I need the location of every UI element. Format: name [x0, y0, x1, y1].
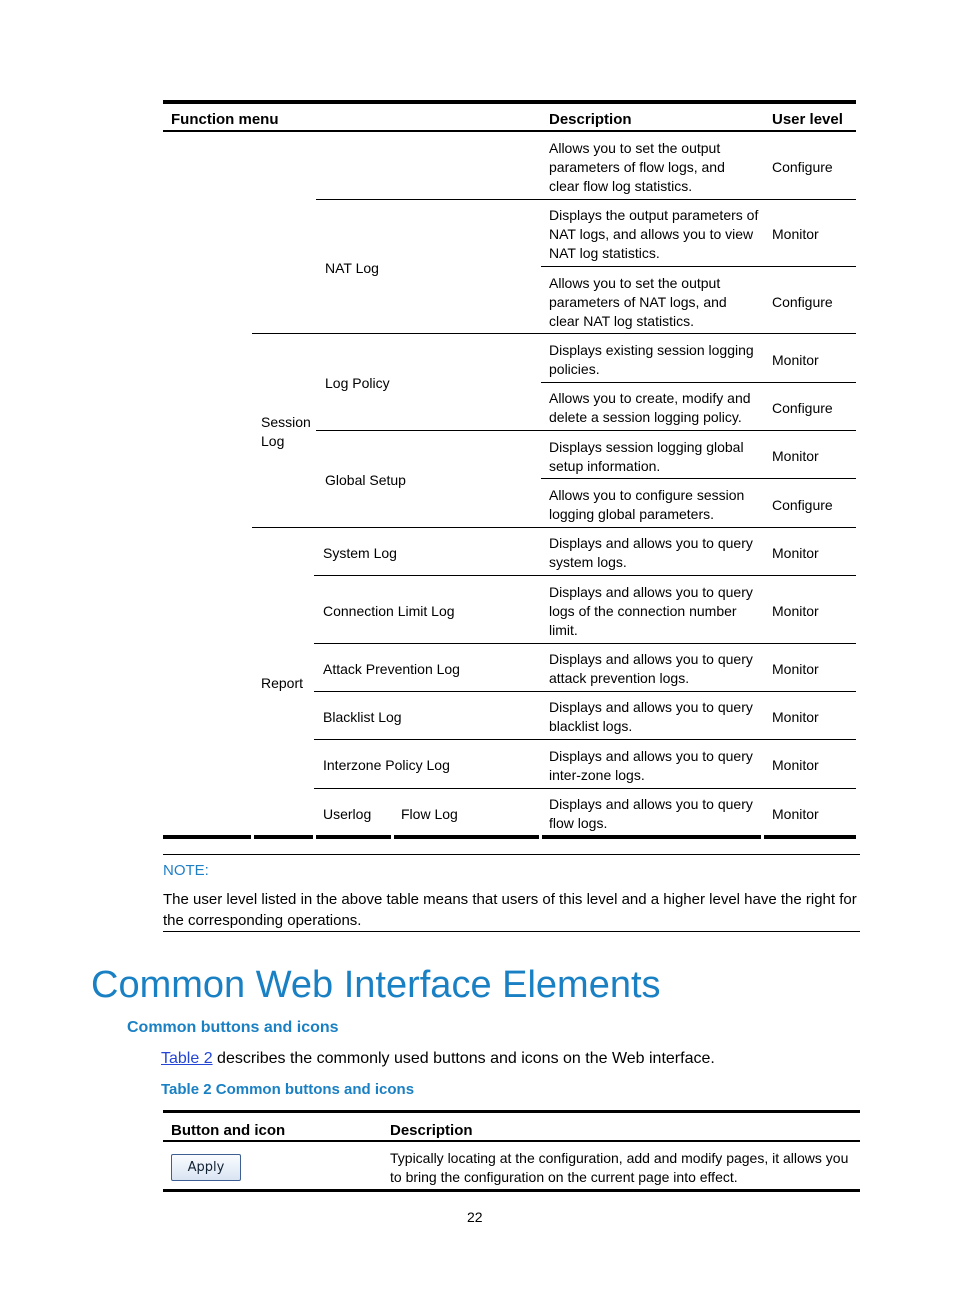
row-rule: [314, 691, 856, 692]
note-label: NOTE:: [163, 862, 209, 879]
row-5-desc: Allows you to create, modify and delete a session logging policy.: [549, 390, 751, 425]
row-3-desc: Allows you to set the output parameters of NAT logs, and clear NAT log statistics.: [549, 275, 727, 329]
note-top-rule: [163, 854, 860, 855]
table-2-link[interactable]: Table 2: [161, 1050, 213, 1067]
row-9-level: Monitor: [772, 603, 819, 619]
row-12-item: Interzone Policy Log: [323, 757, 450, 773]
row-12-level: Monitor: [772, 757, 819, 773]
row-10-level: Monitor: [772, 661, 819, 677]
intro-paragraph: [161, 1050, 715, 1068]
row-9-desc: Displays and allows you to query logs of the connection number limit.: [549, 584, 753, 638]
row-13-item: Flow Log: [401, 806, 458, 822]
row-rule: [314, 643, 856, 644]
row-8-desc: Displays and allows you to query system logs.: [549, 535, 753, 570]
row-rule: [541, 382, 856, 383]
note-bottom-rule: [163, 931, 860, 932]
table2-top-rule: [163, 1110, 860, 1113]
row-13-desc: Displays and allows you to query flow logs.: [549, 796, 753, 831]
row-4-level: Monitor: [772, 352, 819, 368]
row-2-desc: Displays the output parameters of NAT logs, and allows you to view NAT log statistics.: [549, 207, 759, 261]
row-rule: [314, 788, 856, 789]
group-nat-log: NAT Log: [325, 260, 379, 276]
row-4-desc: Displays existing session logging policies.: [549, 342, 754, 377]
header-button-and-icon: Button and icon: [171, 1122, 286, 1139]
page-number: 22: [467, 1209, 483, 1225]
subsection-title: Common buttons and icons: [127, 1019, 339, 1036]
group-session-log: Session Log: [261, 414, 311, 449]
row-10-item: Attack Prevention Log: [323, 661, 460, 677]
note-text: The user level listed in the above table means that users of this level and a higher level have the right for the corresponding operations.: [163, 891, 857, 929]
row-rule: [541, 478, 856, 479]
row-7-desc: Allows you to configure session logging global parameters.: [549, 487, 745, 522]
apply-description: Typically locating at the configuration, add and modify pages, it allows you to bring the configuration on the current page into effect.: [390, 1150, 849, 1185]
table2-bottom-rule: [163, 1189, 860, 1192]
row-8-item: System Log: [323, 545, 397, 561]
row-rule: [314, 739, 856, 740]
row-5-level: Configure: [772, 400, 833, 416]
section-title: Common Web Interface Elements: [91, 964, 661, 1006]
row-11-level: Monitor: [772, 709, 819, 725]
row-6-level: Monitor: [772, 448, 819, 464]
row-rule: [316, 430, 856, 431]
table-caption: Table 2 Common buttons and icons: [161, 1081, 415, 1098]
row-1-level: Configure: [772, 159, 833, 175]
row-9-item: Connection Limit Log: [323, 603, 455, 619]
header-function-menu: Function menu: [171, 111, 279, 128]
row-13-level: Monitor: [772, 806, 819, 822]
table-bottom-rule: [163, 835, 251, 839]
row-8-level: Monitor: [772, 545, 819, 561]
row-rule: [541, 266, 856, 267]
row-7-level: Configure: [772, 497, 833, 513]
table-bottom-rule: [542, 835, 761, 839]
header-description: Description: [390, 1122, 473, 1139]
header-rule: [163, 130, 856, 132]
table-bottom-rule: [764, 835, 856, 839]
table-bottom-rule: [316, 835, 391, 839]
header-user-level: User level: [772, 111, 843, 128]
row-3-level: Configure: [772, 294, 833, 310]
row-11-desc: Displays and allows you to query blacklist logs.: [549, 699, 753, 734]
row-2-level: Monitor: [772, 226, 819, 242]
row-1-desc: Allows you to set the output parameters of flow logs, and clear flow log statistics.: [549, 140, 725, 194]
row-6-desc: Displays session logging global setup information.: [549, 439, 744, 474]
intro-text: describes the commonly used buttons and icons on the Web interface.: [212, 1050, 715, 1067]
table-top-rule: [163, 100, 856, 104]
row-12-desc: Displays and allows you to query inter-zone logs.: [549, 748, 753, 783]
row-11-item: Blacklist Log: [323, 709, 402, 725]
row-rule: [316, 199, 856, 200]
table2-header-rule: [163, 1140, 860, 1142]
apply-button[interactable]: Apply: [171, 1154, 241, 1181]
row-10-desc: Displays and allows you to query attack prevention logs.: [549, 651, 753, 686]
table-bottom-rule: [254, 835, 313, 839]
header-description: Description: [549, 111, 632, 128]
group-userlog: Userlog: [323, 806, 372, 822]
group-log-policy: Log Policy: [325, 375, 390, 391]
row-rule: [252, 333, 856, 334]
group-report: Report: [261, 675, 304, 691]
group-global-setup: Global Setup: [325, 472, 406, 488]
row-rule: [314, 575, 856, 576]
table-bottom-rule: [394, 835, 539, 839]
row-rule: [252, 527, 856, 528]
